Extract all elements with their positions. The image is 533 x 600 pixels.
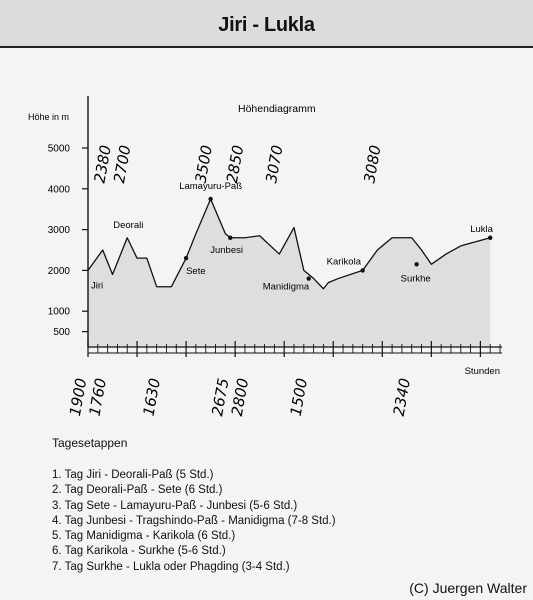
stage-item: 5. Tag Manidigma - Karikola (6 Std.)	[52, 530, 236, 543]
waypoint-label: Sete	[186, 266, 206, 278]
waypoint-label: Manidigma	[262, 281, 310, 293]
handwritten-elevation: 2380	[90, 143, 115, 185]
x-axis-label: Stunden	[464, 366, 500, 377]
stage-item: 4. Tag Junbesi - Tragshindo-Paß - Manidigma (7-8 Std.)	[52, 514, 336, 527]
y-tick-label: 500	[53, 327, 70, 339]
waypoint-marker	[360, 268, 364, 272]
waypoint-marker	[488, 236, 492, 240]
waypoint-label: Deorali	[113, 219, 144, 231]
stages-list	[52, 468, 336, 575]
handwritten-elevation: 2675	[208, 376, 233, 418]
waypoint-label: Jiri	[91, 280, 104, 292]
waypoint-marker	[208, 197, 212, 201]
elevation-chart	[0, 90, 533, 435]
waypoint-label: Karikola	[326, 256, 361, 268]
handwritten-elevation: 1900	[65, 376, 91, 418]
waypoint-label: Junbesi	[210, 244, 243, 256]
chart-title: Höhendiagramm	[238, 103, 316, 115]
handwritten-elevation: 2850	[222, 143, 248, 185]
stage-item: 6. Tag Karikola - Surkhe (5-6 Std.)	[52, 545, 226, 558]
handwritten-elevation: 1760	[85, 376, 110, 418]
waypoint-marker	[414, 262, 418, 266]
handwritten-elevation: 3070	[262, 143, 287, 185]
y-tick-label: 5000	[47, 143, 70, 155]
stage-item: 1. Tag Jiri - Deorali-Paß (5 Std.)	[52, 469, 214, 481]
y-axis-label: Höhe in m	[28, 112, 70, 122]
waypoint-marker	[228, 236, 232, 240]
title-rule	[0, 46, 533, 48]
waypoint-label: Lukla	[470, 223, 493, 235]
waypoint-label: Lamayuru-Paß	[179, 181, 243, 192]
handwritten-elevation: 1500	[286, 376, 312, 418]
y-tick-label: 3000	[47, 225, 70, 237]
y-tick-label: 2000	[47, 265, 70, 277]
y-tick-label: 4000	[47, 184, 70, 196]
handwritten-elevation: 3500	[191, 143, 216, 185]
handwritten-elevation: 2800	[227, 376, 253, 418]
handwritten-elevation: 1630	[139, 376, 164, 418]
handwritten-elevation: 2340	[389, 376, 415, 418]
stages-title: Tagesetappen	[52, 436, 128, 450]
page-title: Jiri - Lukla	[218, 14, 315, 36]
stage-item: 7. Tag Surkhe - Lukla oder Phagding (3-4 Std.)	[52, 560, 290, 573]
waypoint-marker	[307, 276, 311, 280]
handwritten-elevation: 3080	[360, 143, 385, 185]
handwritten-elevation: 2700	[110, 143, 135, 185]
copyright: (C) Juergen Walter	[409, 580, 527, 596]
stage-item: 3. Tag Sete - Lamayuru-Paß - Junbesi (5-6 Std.)	[52, 499, 298, 512]
waypoint-marker	[184, 256, 188, 260]
waypoint-label: Surkhe	[400, 273, 431, 285]
y-tick-label: 1000	[47, 306, 70, 318]
stage-item: 2. Tag Deorali-Paß - Sete (6 Std.)	[52, 484, 223, 497]
